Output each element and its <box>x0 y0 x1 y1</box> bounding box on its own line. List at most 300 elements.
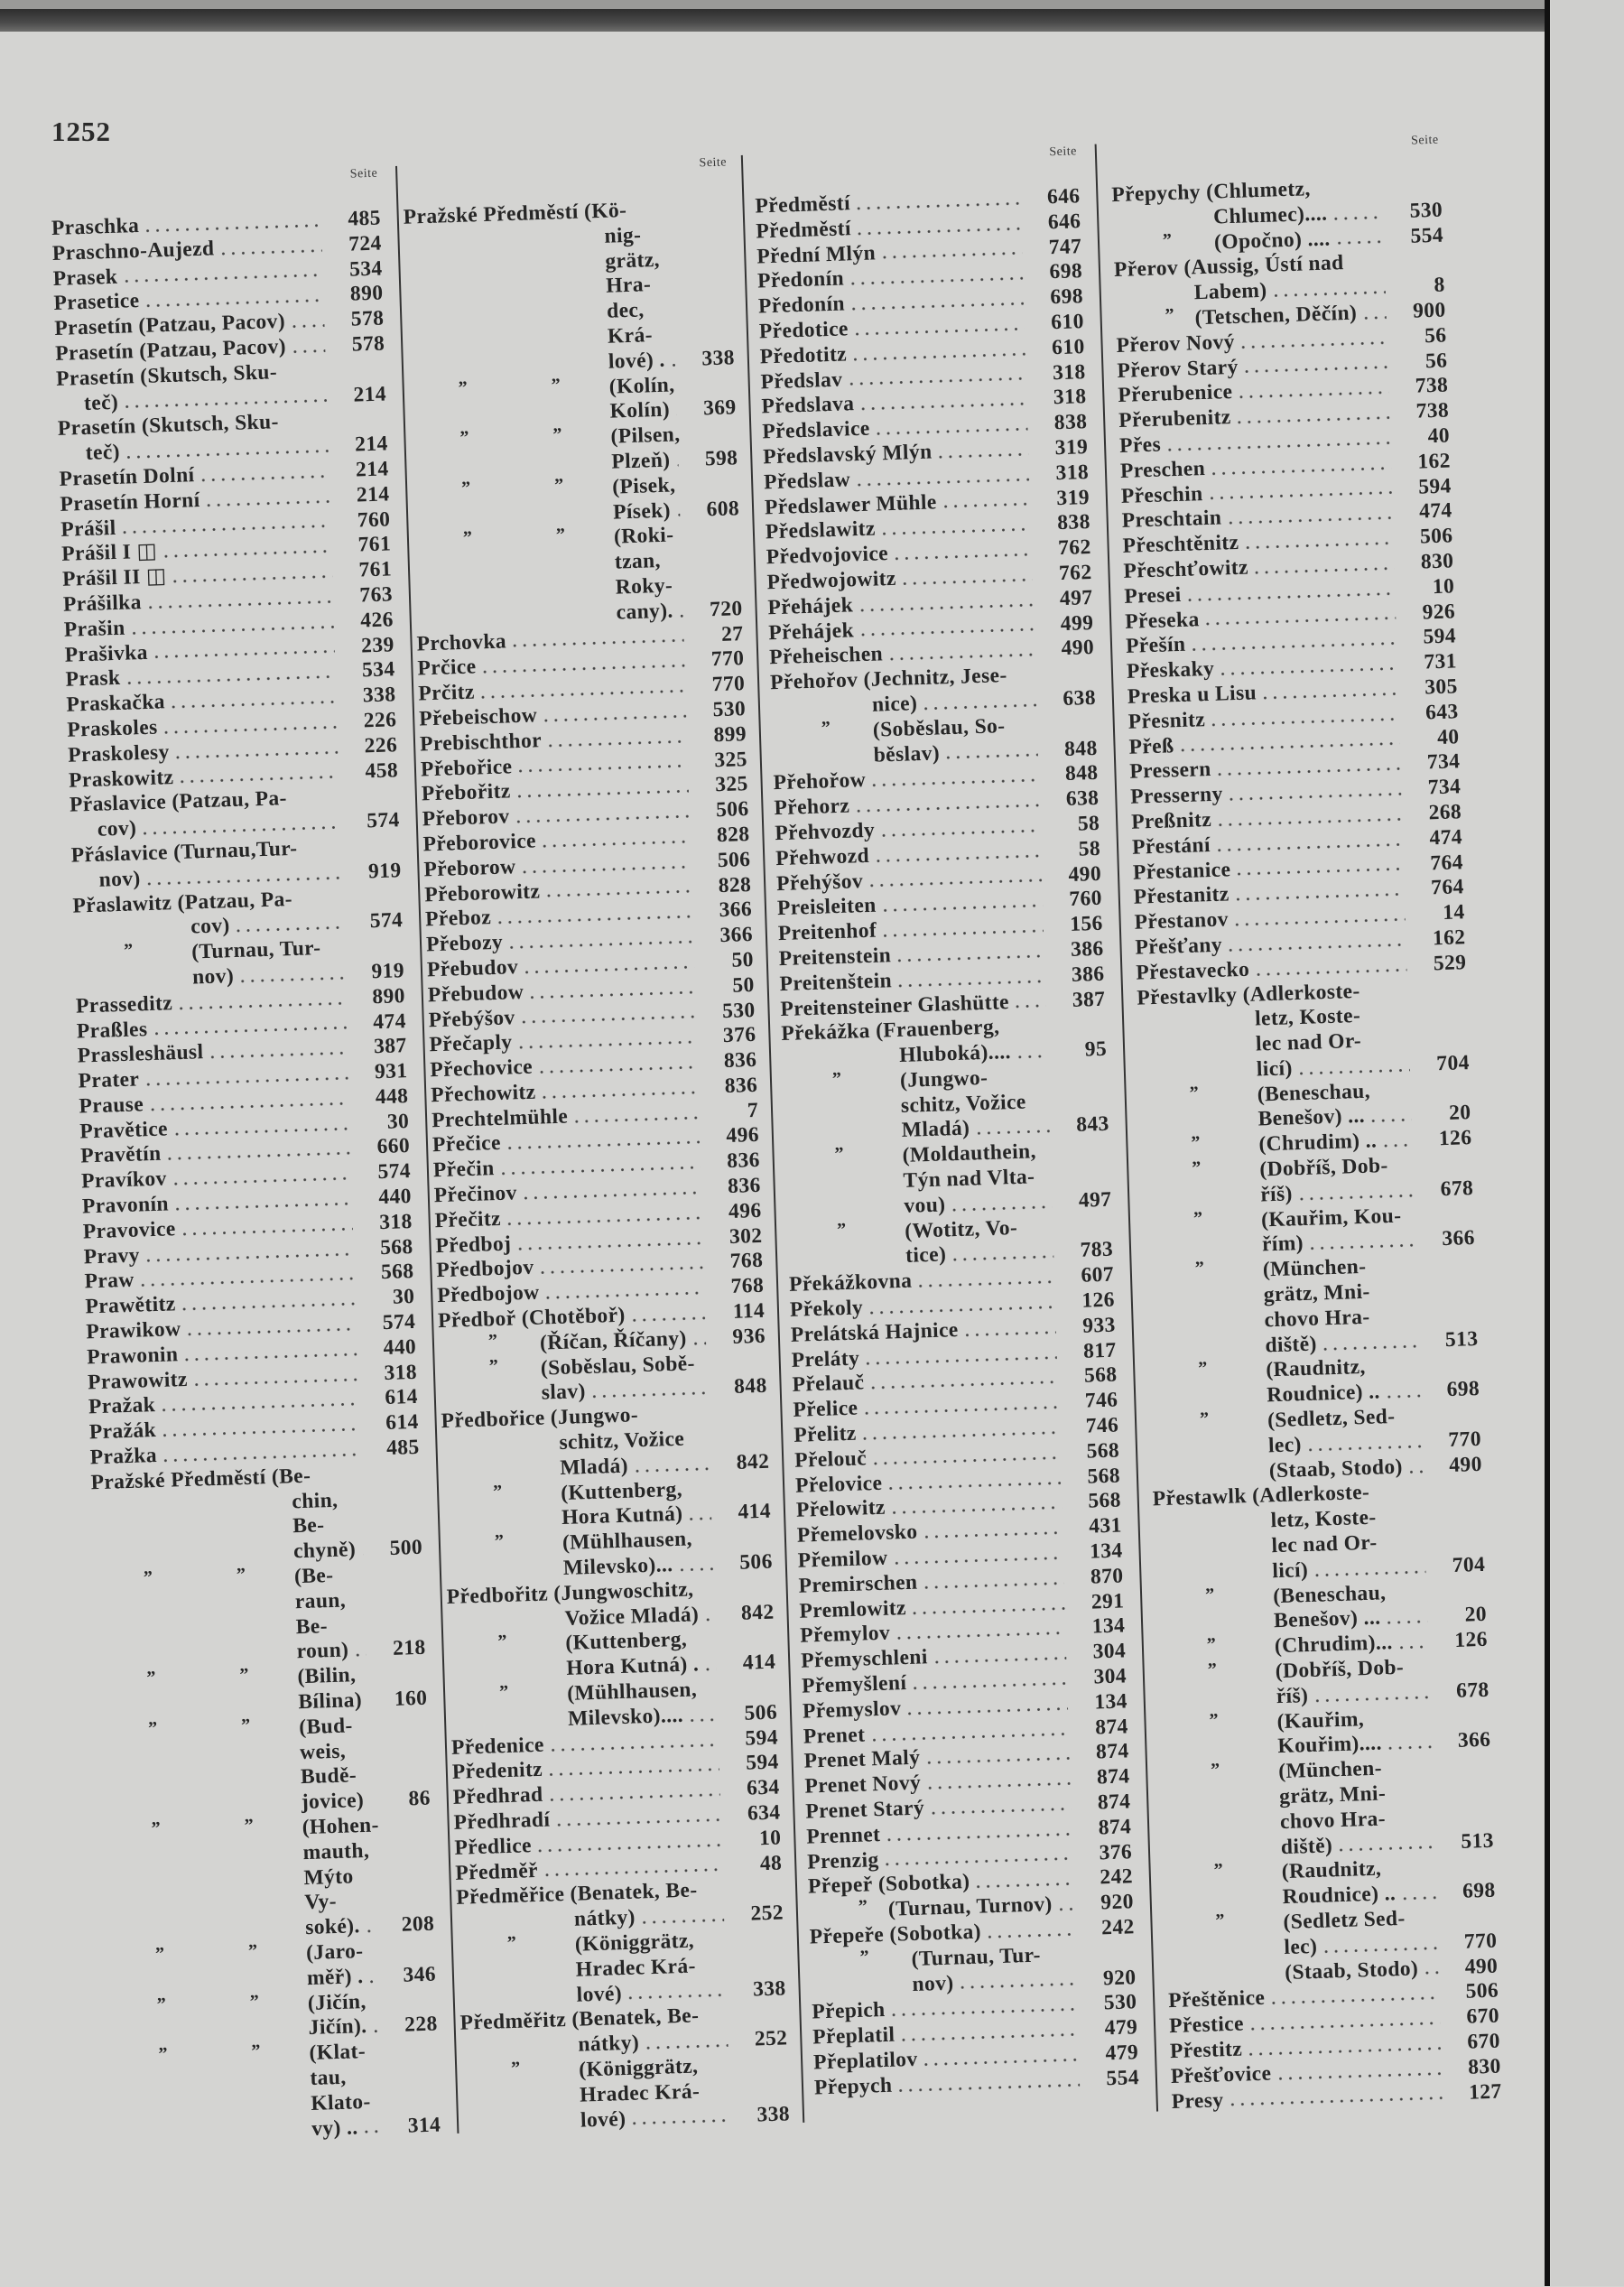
entry-name: běslav) <box>873 741 940 768</box>
entry-name: Předenitz <box>452 1758 543 1786</box>
page-reference: 114 <box>712 1299 766 1326</box>
ditto-mark: ” <box>1200 1407 1210 1432</box>
page-reference: 578 <box>332 331 385 358</box>
page-reference: 836 <box>704 1048 757 1075</box>
page-reference <box>1055 1081 1108 1083</box>
entry-name: raun, <box>294 1588 346 1615</box>
entry-name: Praskolesy <box>68 740 170 768</box>
entry-name: cov) <box>97 816 137 842</box>
page-reference <box>371 1579 423 1581</box>
ditto-mark: ” <box>237 1563 246 1588</box>
page-reference: 338 <box>733 1976 786 2003</box>
dot-leader <box>852 326 1025 337</box>
entry-name: Přechovice <box>430 1055 533 1083</box>
page-reference: 387 <box>1053 987 1106 1014</box>
page-reference: 574 <box>358 1159 412 1186</box>
dot-leader <box>854 477 1029 488</box>
dot-leader <box>540 1090 699 1101</box>
ditto-mark: ” <box>499 1680 509 1706</box>
page-reference: 366 <box>700 897 753 925</box>
ditto-mark: ” <box>241 1714 251 1739</box>
page-reference: 126 <box>1062 1288 1115 1315</box>
entry-name: Přelauč <box>792 1371 865 1399</box>
page-reference: 936 <box>713 1325 766 1352</box>
entry-name: licí) <box>1256 1056 1293 1083</box>
page-reference <box>686 489 738 491</box>
entry-name: (Roki- <box>614 524 674 551</box>
page-reference: 614 <box>366 1410 419 1437</box>
entry-name: (Tetschen, Děčín) <box>1194 302 1357 331</box>
page-reference: 474 <box>1399 499 1452 526</box>
entry-name: diště) <box>1265 1332 1317 1359</box>
page-reference: 874 <box>1075 1715 1128 1742</box>
dot-leader <box>1296 1193 1415 1202</box>
entry-name: vou) <box>904 1193 946 1219</box>
entry-name: Přelice <box>793 1397 858 1424</box>
page-reference: 698 <box>1443 1879 1496 1906</box>
dot-leader <box>138 1276 355 1288</box>
page-reference: 828 <box>697 823 750 850</box>
entry-name: grätz, Mni- <box>1263 1280 1370 1308</box>
page-reference <box>690 590 742 591</box>
spacer <box>1366 1371 1427 1373</box>
entry-name: Přerov Nový <box>1116 330 1235 359</box>
column-header-seite: Seite <box>699 155 727 171</box>
entry-name: Preitenhof <box>777 919 877 947</box>
dot-leader <box>147 1101 348 1112</box>
page-reference: 30 <box>357 1110 410 1137</box>
page-reference: 933 <box>1063 1313 1116 1340</box>
page-reference: 126 <box>1434 1628 1488 1655</box>
entry-name: (Mühlhausen, <box>567 1678 698 1706</box>
spacer <box>1026 1107 1056 1108</box>
page-reference: 426 <box>340 608 394 635</box>
entry-name: Prasetín (Skutsch, Sku- <box>56 360 278 392</box>
page-reference: 704 <box>1416 1051 1470 1078</box>
ditto-mark: ” <box>239 1663 249 1688</box>
entry-name: Praßles <box>77 1018 148 1045</box>
entry-name: Vožice Mladá) <box>564 1603 699 1632</box>
page-reference <box>1425 1320 1478 1322</box>
page-reference: 698 <box>1427 1377 1480 1404</box>
dot-leader <box>674 513 680 518</box>
spacer <box>1006 730 1044 731</box>
page-reference <box>369 1529 422 1530</box>
dot-leader <box>702 1616 715 1622</box>
ditto-mark: ” <box>156 1993 166 2018</box>
dot-leader <box>886 1480 1061 1491</box>
entry-name: nátky) <box>578 2031 640 2059</box>
page-reference: 440 <box>364 1335 417 1362</box>
page-reference: 704 <box>1433 1553 1486 1580</box>
page-reference: 346 <box>384 1962 437 1989</box>
dot-leader <box>879 251 1022 261</box>
entry-name: Přeseka <box>1125 608 1200 635</box>
entry-name: Předslawer Mühle <box>765 490 937 521</box>
entry-name: Preschen <box>1120 457 1206 485</box>
entry-name: Přeplatilov <box>813 2048 918 2076</box>
dot-leader <box>548 1742 719 1752</box>
entry-name: Presserny <box>1130 783 1223 811</box>
dot-leader <box>921 702 1036 711</box>
entry-name: Přebozy <box>426 931 504 958</box>
entry-name: grätz, <box>605 247 660 274</box>
entry-name: Prawikow <box>86 1317 181 1345</box>
page-reference <box>348 851 401 853</box>
ditto-mark: ” <box>124 939 134 964</box>
entry-name: Prause <box>79 1092 144 1120</box>
page-reference: 497 <box>1059 1188 1112 1215</box>
page-reference: 228 <box>385 2013 438 2040</box>
ditto-mark: ” <box>249 1989 259 2014</box>
entry-name: nov) <box>192 964 235 990</box>
page-reference: 314 <box>388 2113 441 2140</box>
page-reference: 506 <box>696 797 749 824</box>
entry-name: chin, <box>292 1488 339 1514</box>
dot-leader <box>879 526 1031 536</box>
entry-name: Přepeře (Sobotka) <box>809 1920 981 1951</box>
dot-leader <box>874 426 1028 436</box>
entry-name: Přepeř (Sobotka) <box>808 1870 970 1900</box>
entry-name: Prenet Nový <box>804 1771 921 1800</box>
entry-name: Jičín). <box>308 2014 367 2041</box>
ditto-mark: ” <box>837 1218 847 1243</box>
entry-name: Pravětín <box>80 1142 162 1170</box>
page-reference <box>1440 1797 1492 1799</box>
page-reference: 578 <box>331 307 385 334</box>
ditto-mark: ” <box>1165 303 1174 329</box>
entry-name: Přeschin <box>1120 482 1203 510</box>
dot-leader <box>538 1265 704 1276</box>
entry-name: Prášilka <box>63 590 143 618</box>
spacer <box>699 2071 737 2072</box>
spacer <box>353 1731 376 1732</box>
page-reference: 734 <box>1407 750 1461 777</box>
entry-name: (Bilin, <box>297 1663 357 1690</box>
dot-leader <box>1242 541 1393 551</box>
entry-name: Prasetín Dolní <box>59 463 195 492</box>
dot-leader <box>923 1756 1069 1766</box>
page-reference: 214 <box>335 432 388 460</box>
page-reference: 919 <box>352 959 405 986</box>
dot-leader <box>1336 1845 1434 1853</box>
ditto-mark: ” <box>1189 1081 1199 1106</box>
entry-name: Přemelovsko <box>796 1520 917 1549</box>
page-reference: 366 <box>1438 1728 1491 1755</box>
page-reference: 843 <box>1056 1112 1109 1139</box>
spacer <box>988 1082 1055 1083</box>
entry-name: (Dobříš, Dob- <box>1259 1154 1388 1183</box>
entry-name: Přemyslov <box>803 1697 902 1725</box>
dot-leader <box>962 1329 1056 1337</box>
page-reference <box>1059 1181 1111 1183</box>
spacer <box>292 903 349 905</box>
page-reference <box>1431 1495 1483 1497</box>
page-reference: 746 <box>1065 1389 1118 1416</box>
entry-name: Přelouč <box>794 1446 868 1474</box>
dot-leader <box>1209 465 1391 476</box>
entry-name: Prášil <box>60 516 116 543</box>
dot-leader <box>677 613 683 618</box>
entry-name: Přaslavice (Patzau, Pa- <box>70 786 288 818</box>
page-reference <box>733 1969 785 1971</box>
spacer <box>334 1581 372 1582</box>
page-reference: 746 <box>1066 1414 1119 1441</box>
entry-name: Přestavecko <box>1136 957 1250 986</box>
dot-leader <box>643 2043 728 2051</box>
entry-name: Presy <box>1171 2088 1224 2115</box>
page-reference: 660 <box>357 1135 411 1162</box>
entry-name: Písek) <box>613 498 672 525</box>
entry-name: Předonín <box>757 267 845 295</box>
entry-name: Kolín) <box>609 398 670 425</box>
entry-name: (Beneschau, <box>1257 1079 1370 1108</box>
dot-leader <box>687 1716 718 1723</box>
dot-leader <box>495 914 692 925</box>
dot-leader <box>173 749 339 760</box>
dot-leader <box>629 1315 706 1324</box>
page-reference: 874 <box>1076 1740 1129 1767</box>
entry-name: Překážkovna <box>789 1269 913 1298</box>
dot-leader <box>191 1377 357 1388</box>
entry-name: schitz, Vožice <box>559 1427 685 1456</box>
entry-name: Prasetín Horní <box>60 488 200 518</box>
dot-leader <box>892 552 1032 562</box>
page-reference: 318 <box>1036 460 1090 488</box>
spacer <box>277 377 333 378</box>
entry-name: licí) <box>1272 1558 1309 1585</box>
page-reference: 239 <box>341 633 394 660</box>
entry-name: cany). <box>616 599 673 626</box>
page-reference: 830 <box>1401 549 1454 576</box>
column-header-seite: Seite <box>1049 144 1077 160</box>
entry-name: Prašivka <box>64 640 148 668</box>
entry-name: Předhrad <box>452 1783 543 1811</box>
page-reference: 574 <box>363 1310 416 1337</box>
entry-name: (Kauřim, <box>1276 1707 1364 1735</box>
page-reference: 838 <box>1037 510 1090 537</box>
entry-name: letz, Koste- <box>1255 1004 1361 1032</box>
dot-leader <box>1248 2021 1440 2032</box>
entry-name: (Hohen- <box>302 1813 379 1840</box>
dot-leader <box>1225 516 1392 526</box>
entry-name: Vy- <box>304 1890 337 1916</box>
entry-name: Přečaply <box>429 1031 513 1059</box>
page-reference <box>351 952 404 953</box>
dot-leader <box>161 1452 360 1464</box>
dot-leader <box>536 1064 697 1075</box>
ditto-mark: ” <box>554 473 564 498</box>
entry-name: řím) <box>1262 1232 1304 1258</box>
dot-leader <box>143 222 321 233</box>
entry-name: (Be- <box>294 1564 334 1590</box>
page-reference <box>376 1730 428 1732</box>
entry-name: lové) <box>580 2107 626 2134</box>
page-reference: 479 <box>1085 2015 1138 2042</box>
page-reference <box>717 1443 769 1445</box>
page-reference: 614 <box>365 1385 418 1412</box>
page-reference <box>350 902 403 904</box>
dot-leader <box>522 964 694 975</box>
entry-name: lec nad Or- <box>1271 1531 1378 1559</box>
dot-leader <box>898 2031 1078 2042</box>
dot-leader <box>122 398 327 410</box>
dot-leader <box>1218 665 1397 676</box>
entry-name: Přechowitz <box>431 1081 536 1109</box>
entry-name: Hora Kutná) . <box>566 1652 700 1681</box>
dot-leader <box>144 875 342 887</box>
entry-name: Předslavský Mlýn <box>763 440 933 470</box>
entry-name: Prennet <box>806 1823 881 1850</box>
page-reference <box>368 1479 421 1481</box>
entry-name: Přešťovice <box>1170 2061 1271 2089</box>
entry-name: Přeschtěnitz <box>1122 531 1239 560</box>
page-reference: 20 <box>1418 1102 1471 1129</box>
spacer <box>642 240 679 241</box>
page-reference <box>1416 1044 1469 1046</box>
page-reference: 926 <box>1403 600 1456 627</box>
page-reference <box>1058 1156 1110 1157</box>
spacer <box>1388 1171 1421 1172</box>
dot-leader <box>542 1867 723 1878</box>
entry-name: (Klat- <box>309 2040 366 2067</box>
entry-name: Předbořitz (Jungwoschitz, <box>446 1577 693 1610</box>
ditto-mark: ” <box>493 1480 503 1505</box>
page-reference <box>388 2106 441 2107</box>
entry-name: Přebeischow <box>419 703 538 732</box>
entry-name: Přelowitz <box>796 1496 886 1524</box>
entry-name: Předhradí <box>453 1808 551 1836</box>
entry-name: Přeskaky <box>1127 657 1215 685</box>
entry-name: Přečice <box>432 1131 502 1158</box>
page-reference: 760 <box>338 507 391 535</box>
dot-leader <box>1321 1343 1419 1352</box>
dot-leader <box>498 1165 701 1176</box>
entry-name: (Chrudim)... <box>1275 1631 1394 1659</box>
dot-leader <box>1331 214 1383 221</box>
dot-leader <box>922 1530 1063 1540</box>
entry-name: Přerov Starý <box>1117 355 1239 384</box>
dot-leader <box>1380 1142 1412 1148</box>
page-reference <box>385 2005 437 2007</box>
spacer <box>1386 1823 1441 1825</box>
dot-leader <box>145 599 333 610</box>
page-reference: 226 <box>345 733 398 760</box>
ditto-mark: ” <box>1194 1257 1204 1282</box>
entry-name: Prelátská Hajnice <box>790 1318 959 1349</box>
entry-name: Týn nad Vlta- <box>903 1165 1035 1194</box>
page-reference: 762 <box>1039 561 1092 588</box>
dot-leader <box>124 674 335 686</box>
entry-name: Předenice <box>451 1733 545 1761</box>
entry-name: Přehvozdy <box>775 819 875 847</box>
entry-name: grätz, Mni- <box>1279 1781 1387 1809</box>
page-reference: 10 <box>1402 574 1455 601</box>
page-reference: 734 <box>1408 775 1462 802</box>
page-reference <box>382 1905 434 1907</box>
entry-name: Předotitz <box>759 342 847 370</box>
dot-leader <box>943 752 1038 760</box>
spacer <box>1360 995 1415 997</box>
dot-leader <box>506 939 693 950</box>
page-reference <box>1389 191 1442 193</box>
page-reference <box>1415 1018 1468 1020</box>
dot-leader <box>1246 2046 1441 2058</box>
page-reference: 479 <box>1086 2041 1139 2068</box>
entry-name: Přeß <box>1128 734 1174 760</box>
spacer <box>697 1695 724 1696</box>
ditto-mark: ” <box>1209 1708 1219 1734</box>
dot-leader <box>1215 767 1401 777</box>
dot-leader <box>855 226 1022 237</box>
ditto-mark: ” <box>1211 1758 1220 1783</box>
entry-name: Pražka <box>89 1444 157 1471</box>
entry-name: lec) <box>1284 1935 1318 1961</box>
page-reference: 156 <box>1050 912 1103 939</box>
spacer <box>347 2082 387 2083</box>
page-reference <box>1424 1269 1476 1271</box>
spacer <box>692 1545 719 1546</box>
dot-leader <box>1275 2070 1442 2081</box>
page-reference: 764 <box>1411 876 1464 903</box>
dot-leader <box>1214 841 1403 853</box>
dot-leader <box>1385 1619 1428 1625</box>
page-reference: 458 <box>346 758 399 786</box>
entry-name: Předboř (Chotěboř) <box>438 1304 626 1334</box>
dot-leader <box>1360 314 1387 321</box>
entry-name: Preitenstein <box>778 944 891 972</box>
page-reference: 720 <box>690 597 743 624</box>
entry-name: Pražské Předměstí (Be- <box>90 1464 311 1496</box>
spacer <box>627 215 678 217</box>
dot-leader <box>896 2082 1080 2093</box>
entry-name: (Kuttenberg, <box>561 1477 682 1506</box>
dot-leader <box>1305 1444 1422 1453</box>
dot-leader <box>543 1290 705 1301</box>
dot-leader <box>950 1254 1053 1263</box>
page-reference <box>347 802 399 804</box>
page-reference: 376 <box>1080 1840 1133 1867</box>
entry-name: Pravy <box>83 1243 140 1270</box>
entry-name: Budě- <box>301 1764 357 1791</box>
page-reference: 27 <box>691 622 744 649</box>
dot-leader <box>543 888 691 898</box>
dot-leader <box>1013 1003 1046 1009</box>
entry-name: Přebudov <box>427 955 519 983</box>
ditto-mark: ” <box>1213 1859 1223 1884</box>
ditto-mark: ” <box>1206 1632 1216 1658</box>
dot-leader <box>514 813 690 824</box>
ditto-mark: ” <box>463 526 473 552</box>
dot-leader <box>505 1215 702 1227</box>
spacer <box>1406 1923 1444 1924</box>
page-reference <box>737 2095 789 2096</box>
entry-name: Chlumec).... <box>1213 201 1328 230</box>
entry-name: Hora Kutná) <box>561 1502 683 1531</box>
spacer <box>1311 192 1390 195</box>
page-reference: 828 <box>699 873 752 900</box>
dot-leader <box>853 803 1039 813</box>
spacer <box>1036 1157 1058 1158</box>
page-reference: 40 <box>1406 725 1460 752</box>
page-reference <box>1428 1420 1480 1422</box>
dot-leader <box>124 449 329 460</box>
spacer <box>1000 1032 1054 1034</box>
entry-name: (Wotitz, Vo- <box>905 1216 1018 1245</box>
entry-name: Roudnice) .. <box>1282 1882 1396 1910</box>
entry-name: Přehýšov <box>776 869 864 897</box>
spacer <box>645 315 682 316</box>
